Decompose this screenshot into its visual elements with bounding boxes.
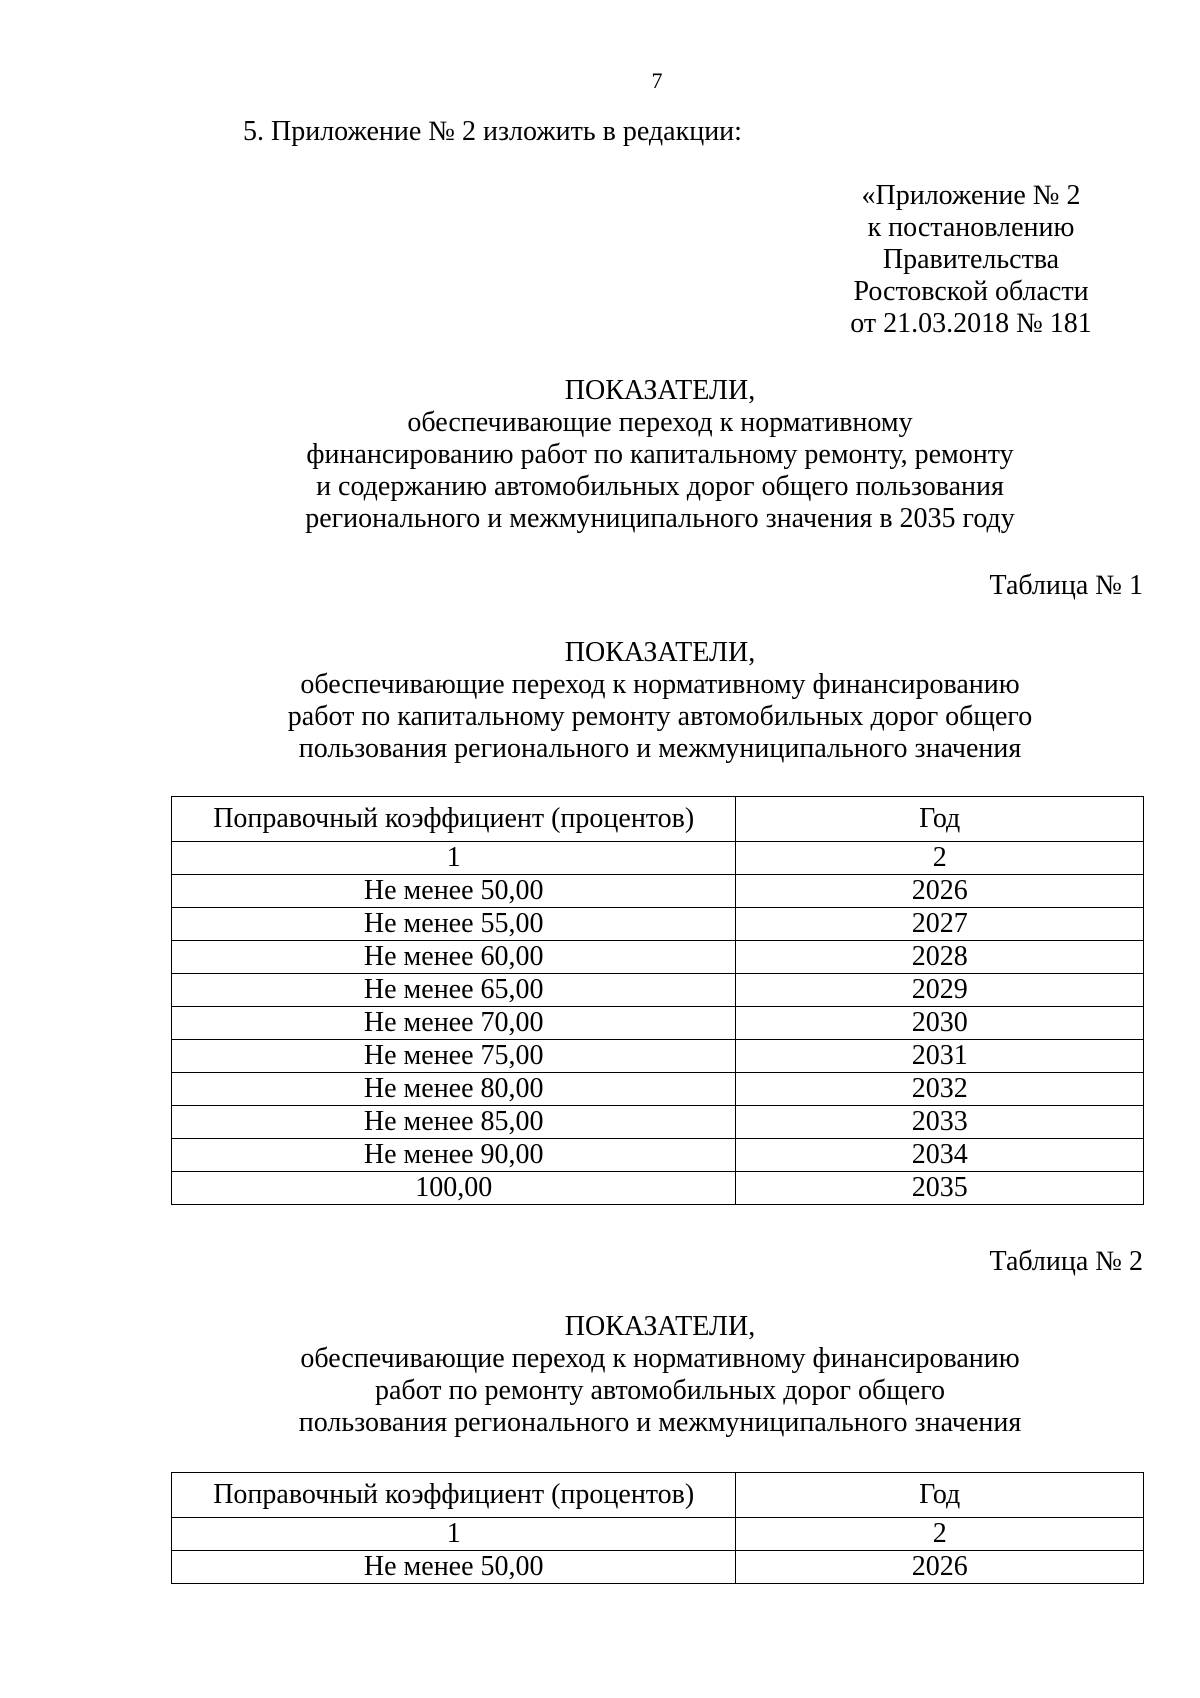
table-row — [172, 1007, 1144, 1040]
table-row — [172, 1139, 1144, 1172]
coefficient-cell: Не менее 50,00 — [172, 875, 736, 908]
coefficient-cell: Не менее 80,00 — [172, 1073, 736, 1106]
coefficient-cell: Не менее 90,00 — [172, 1139, 736, 1172]
table1-header-year: Год — [736, 797, 1144, 842]
main-title-line: ПОКАЗАТЕЛИ, — [564, 375, 756, 406]
table-row — [172, 941, 1144, 974]
table1-title-line: обеспечивающие переход к нормативному финансированию — [300, 669, 1020, 700]
year-cell: 2028 — [736, 941, 1144, 974]
coefficient-cell: Не менее 65,00 — [172, 974, 736, 1007]
table2-title-line: ПОКАЗАТЕЛИ, — [564, 1311, 756, 1342]
table-row — [172, 1172, 1144, 1205]
table2-header-row — [172, 1473, 1144, 1518]
main-title — [200, 375, 1120, 535]
year-cell: 2026 — [736, 1551, 1144, 1584]
table2-header-coefficient: Поправочный коэффициент (процентов) — [172, 1473, 736, 1518]
table1-title-line: ПОКАЗАТЕЛИ, — [564, 637, 756, 668]
table2-title-line: пользования регионального и межмуниципального значения — [298, 1407, 1022, 1438]
table-row — [172, 1551, 1144, 1584]
table2-title — [200, 1311, 1120, 1439]
main-title-line: и содержанию автомобильных дорог общего пользования — [316, 471, 1004, 502]
main-title-line: обеспечивающие переход к нормативному — [407, 407, 913, 438]
coefficient-cell: Не менее 55,00 — [172, 908, 736, 941]
table2-label: Таблица № 2 — [989, 1246, 1143, 1277]
year-cell: 2033 — [736, 1106, 1144, 1139]
year-cell: 2035 — [736, 1172, 1144, 1205]
table-row — [172, 1106, 1144, 1139]
table1-header-row — [172, 797, 1144, 842]
table1-column-number: 1 — [172, 842, 736, 875]
coefficient-cell: Не менее 60,00 — [172, 941, 736, 974]
year-cell: 2029 — [736, 974, 1144, 1007]
main-title-line: финансированию работ по капитальному ремонту, ремонту — [306, 439, 1014, 470]
table-row — [172, 908, 1144, 941]
table1-title-line: пользования регионального и межмуниципального значения — [298, 733, 1022, 764]
page-number: 7 — [651, 68, 663, 93]
table1-header-coefficient: Поправочный коэффициент (процентов) — [172, 797, 736, 842]
table-row — [172, 1040, 1144, 1073]
year-cell: 2032 — [736, 1073, 1144, 1106]
table2-header-year: Год — [736, 1473, 1144, 1518]
coefficient-cell: Не менее 50,00 — [172, 1551, 736, 1584]
coefficient-cell: 100,00 — [172, 1172, 736, 1205]
main-title-line: регионального и межмуниципального значения в 2035 году — [305, 503, 1015, 534]
year-cell: 2034 — [736, 1139, 1144, 1172]
appendix-header-line: к постановлению — [867, 212, 1075, 243]
table2-column-number: 2 — [736, 1518, 1144, 1551]
coefficient-cell: Не менее 85,00 — [172, 1106, 736, 1139]
coefficient-cell: Не менее 75,00 — [172, 1040, 736, 1073]
year-cell: 2030 — [736, 1007, 1144, 1040]
appendix-header-line: «Приложение № 2 — [861, 180, 1081, 211]
table2-title-line: обеспечивающие переход к нормативному финансированию — [300, 1343, 1020, 1374]
year-cell: 2027 — [736, 908, 1144, 941]
table1-title-line: работ по капитальному ремонту автомобильных дорог общего — [287, 701, 1033, 732]
table1-label: Таблица № 1 — [989, 570, 1143, 601]
table2 — [171, 1472, 1144, 1584]
table2-column-number: 1 — [172, 1518, 736, 1551]
appendix-header-line: от 21.03.2018 № 181 — [850, 308, 1092, 339]
table1-title — [200, 637, 1120, 765]
coefficient-cell: Не менее 70,00 — [172, 1007, 736, 1040]
table1-column-number-row — [172, 842, 1144, 875]
table-row — [172, 1073, 1144, 1106]
table1 — [171, 796, 1144, 1205]
appendix-header-line: Правительства — [882, 244, 1060, 275]
year-cell: 2031 — [736, 1040, 1144, 1073]
table-row — [172, 974, 1144, 1007]
year-cell: 2026 — [736, 875, 1144, 908]
table2-title-line: работ по ремонту автомобильных дорог общего — [374, 1375, 946, 1406]
amendment-paragraph: 5. Приложение № 2 изложить в редакции: — [243, 116, 742, 147]
table1-column-number: 2 — [736, 842, 1144, 875]
appendix-header — [830, 180, 1112, 340]
table-row — [172, 875, 1144, 908]
table2-column-number-row — [172, 1518, 1144, 1551]
appendix-header-line: Ростовской области — [853, 276, 1089, 307]
